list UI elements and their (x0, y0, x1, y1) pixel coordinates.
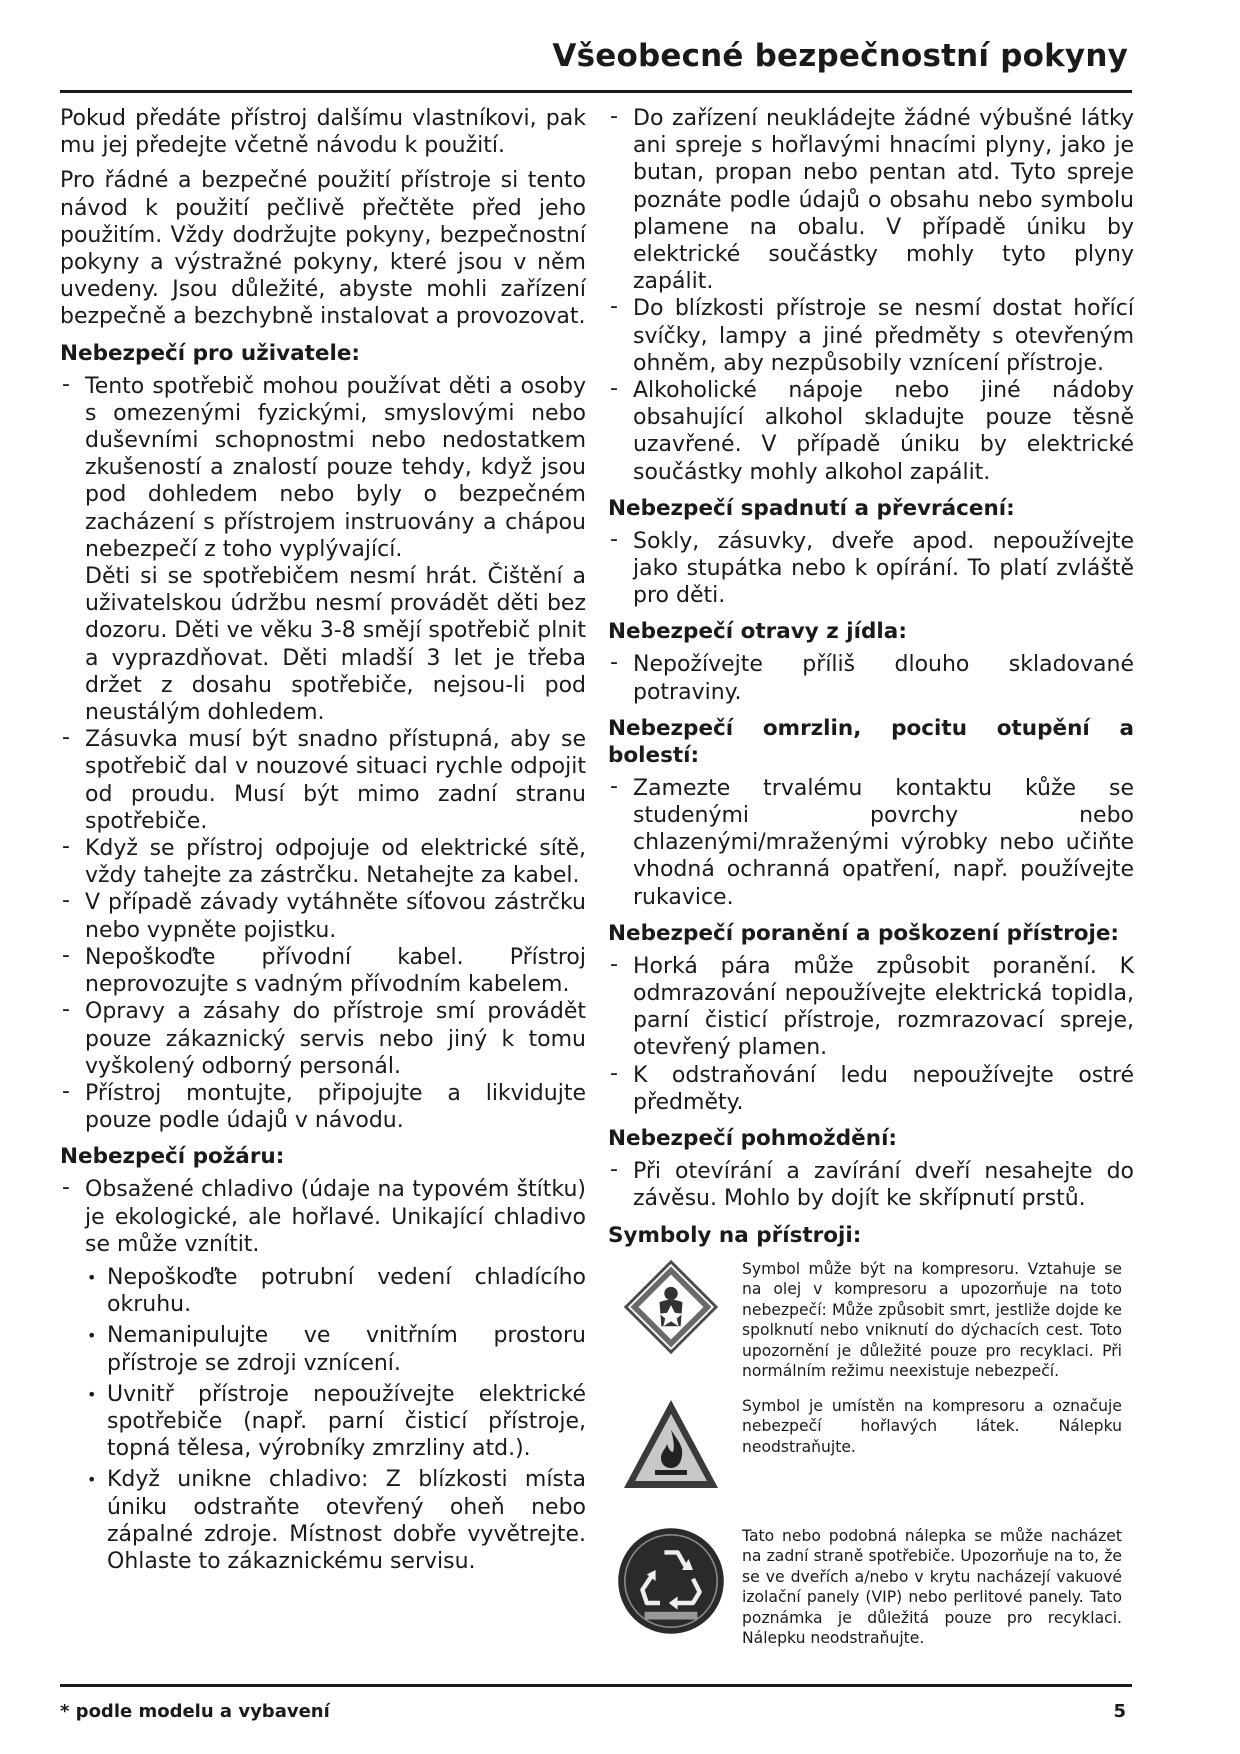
list-item: - Při otevírání a zavírání dveří nesahejte do závěsu. Mohlo by dojít ke skřípnutí prstů. (608, 1158, 1134, 1212)
symbol-row (608, 1396, 1134, 1496)
list-item: - Nepoškoďte přívodní kabel. Přístroj neprovozujte s vadným přívodním kabelem. (60, 944, 586, 998)
recycling-icon (616, 1526, 726, 1636)
food-danger-list (608, 651, 1134, 705)
users-danger-list (60, 373, 586, 1135)
frost-danger-list (608, 775, 1134, 911)
users-danger-heading: Nebezpečí pro uživatele: (60, 340, 361, 366)
fall-danger-heading: Nebezpečí spadnutí a převrácení: (608, 495, 1015, 521)
intro-paragraph-1: Pokud předáte přístroj dalšímu vlastníkovi, pak mu jej předejte včetně návodu k použití. (60, 106, 586, 159)
frost-danger-heading: Nebezpečí omrzlin, pocitu otupění a bolestí: (608, 715, 1134, 768)
crush-danger-list (608, 1158, 1134, 1212)
health-hazard-icon (623, 1259, 719, 1355)
fire-danger-list-continued (608, 105, 1134, 486)
food-danger-heading: Nebezpečí otravy z jídla: (608, 619, 907, 645)
symbol-row (608, 1259, 1134, 1382)
list-item: - Alkoholické nápoje nebo jiné nádoby obsahující alkohol skladujte pouze těsně uzavřené. V případě úniku by elektrické součástky mohly alkohol zapálit. (608, 377, 1134, 486)
list-item: - Do blízkosti přístroje se nesmí dostat hořící svíčky, lampy a jiné předměty s otevřeným ohněm, aby nezpůsobily vznícení přístroje. (608, 295, 1134, 377)
sub-list-item: • Uvnitř přístroje nepoužívejte elektrické spotřebiče (např. parní čisticí přístroje, topná tělesa, výrobníky zmrzliny atd.). (85, 1381, 586, 1463)
list-item: - Zásuvka musí být snadno přístupná, aby se spotřebič dal v nouzové situaci rychle odpojit od proudu. Musí být mimo zadní stranu spotřebiče. (60, 726, 586, 835)
fire-danger-list (60, 1176, 586, 1575)
injury-danger-list (608, 953, 1134, 1116)
page-footer (60, 1684, 1132, 1722)
flammable-warning-icon (621, 1396, 721, 1496)
list-item: - Nepožívejte příliš dlouho skladované potraviny. (608, 651, 1134, 705)
list-item: - K odstraňování ledu nepoužívejte ostré předměty. (608, 1062, 1134, 1116)
fall-danger-list (608, 528, 1134, 610)
list-item: - Přístroj montujte, připojujte a likvidujte pouze podle údajů v návodu. (60, 1080, 586, 1134)
symbol-description: Symbol je umístěn na kompresoru a označuje nebezpečí hořlavých látek. Nálepku neodstraňujte. (742, 1396, 1122, 1456)
list-item: - Tento spotřebič mohou používat děti a osoby s omezenými fyzickými, smyslovými nebo duševními schopnostmi nebo nedostatkem zkušeností a znalostí pouze tehdy, když jsou pod dohledem nebo byly o bezpečném zacházení s přístrojem instruovány a chápou nebezpečí z toho vyplývající. Děti si se spotřebičem nesmí hrát. Čištění a uživatelskou údržbu nesmí provádět děti bez dozoru. Děti ve věku 3-8 smějí spotřebič plnit a vyprazdňovat. Děti mladší 3 let je třeba držet z dosahu spotřebiče, nejsou-li pod neustálým dohledem. (60, 373, 586, 727)
sub-list-item: • Nemanipulujte ve vnitřním prostoru přístroje se zdroji vznícení. (85, 1322, 586, 1376)
list-item: - V případě závady vytáhněte síťovou zástrčku nebo vypněte pojistku. (60, 889, 586, 943)
symbols-heading: Symboly na přístroji: (608, 1222, 862, 1248)
sub-list-item: • Nepoškoďte potrubní vedení chladícího okruhu. (85, 1264, 586, 1318)
injury-danger-heading: Nebezpečí poranění a poškození přístroje: (608, 920, 1120, 946)
right-column (608, 105, 1134, 1649)
fire-danger-heading: Nebezpečí požáru: (60, 1144, 285, 1170)
page-number: 5 (1113, 1701, 1126, 1722)
list-item: - Sokly, zásuvky, dveře apod. nepoužívejte jako stupátka nebo k opírání. To platí zvláště pro děti. (608, 528, 1134, 610)
symbol-row (608, 1526, 1134, 1649)
fire-sub-list (85, 1264, 586, 1575)
symbol-description: Symbol může být na kompresoru. Vztahuje se na olej v kompresoru a upozorňuje na toto nebezpečí: Může způsobit smrt, jestliže dojde ke spolknutí nebo vniknutí do dýchacích cest. Toto upozornění je důležité pouze pro recyklaci. Při normálním režimu neexistuje nebezpečí. (742, 1259, 1122, 1380)
list-item: - Když se přístroj odpojuje od elektrické sítě, vždy tahejte za zástrčku. Netahejte za kabel. (60, 835, 586, 889)
symbols-list (608, 1259, 1134, 1649)
symbol-description: Tato nebo podobná nálepka se může nacházet na zadní straně spotřebiče. Upozorňuje na to, že se ve dveřích a/nebo v krytu nacházejí vakuové izolační panely (VIP) nebo perlitové panely. Tato poznámka je důležitá pouze pro recyklaci. Nálepku neodstraňujte. (742, 1526, 1122, 1647)
list-item: - Obsažené chladivo (údaje na typovém štítku) je ekologické, ale hořlavé. Unikající chladivo se může vznítit. • Nepoškoďte potrubní vedení chladícího okruhu. • Nemanipulujte ve vnitřním prostoru přístroje se zdroji vznícení. • Uvnitř přístroje nepoužívejte elektrické spotřebiče (např. parní čisticí přístroje, topná tělesa, výrobníky zmrzliny atd.). • Když unikne chladivo: Z blízkosti místa úniku odstraňte otevřený oheň nebo zápalné zdroje. Místnost dobře vyvětrejte. Ohlaste to zákaznickému servisu. (60, 1176, 586, 1575)
page-title: Všeobecné bezpečnostní pokyny (552, 38, 1128, 74)
intro-paragraph-2: Pro řádné a bezpečné použití přístroje si tento návod k použití pečlivě přečtěte před jeho použitím. Vždy dodržujte pokyny, bezpečnostní pokyny a výstražné pokyny, které jsou v něm uvedeny. Jsou důležité, abyste mohli zařízení bezpečně a bezchybně instalovat a provozovat. (60, 168, 586, 330)
sub-list-item: • Když unikne chladivo: Z blízkosti místa úniku odstraňte otevřený oheň nebo zápalné zdroje. Místnost dobře vyvětrejte. Ohlaste to zákaznickému servisu. (85, 1466, 586, 1575)
list-item: - Horká pára může způsobit poranění. K odmrazování nepoužívejte elektrická topidla, parní čisticí přístroje, rozmrazovací spreje, otevřený plamen. (608, 953, 1134, 1062)
left-column (60, 105, 586, 1579)
list-item-continuation: Děti si se spotřebičem nesmí hrát. Čištění a uživatelskou údržbu nesmí provádět děti bez dozoru. Děti ve věku 3-8 smějí spotřebič plnit a vyprazdňovat. Děti mladší 3 let je třeba držet z dosahu spotřebiče, nejsou-li pod neustálým dohledem. (85, 564, 586, 726)
crush-danger-heading: Nebezpečí pohmoždění: (608, 1126, 898, 1152)
footnote: * podle modelu a vybavení (60, 1701, 330, 1722)
list-item: - Do zařízení neukládejte žádné výbušné látky ani spreje s hořlavými hnacími plyny, jako je butan, propan nebo pentan atd. Tyto spreje poznáte podle údajů o obsahu nebo symbolu plamene na obalu. V případě úniku by elektrické součástky mohly tyto plyny zapálit. (608, 105, 1134, 295)
list-item: - Zamezte trvalému kontaktu kůže se studenými povrchy nebo chlazenými/mraženými výrobky nebo učiňte vhodná ochranná opatření, např. používejte rukavice. (608, 775, 1134, 911)
list-item: - Opravy a zásahy do přístroje smí provádět pouze zákaznický servis nebo jiný k tomu vyškolený odborný personál. (60, 998, 586, 1080)
page-header (60, 38, 1132, 93)
